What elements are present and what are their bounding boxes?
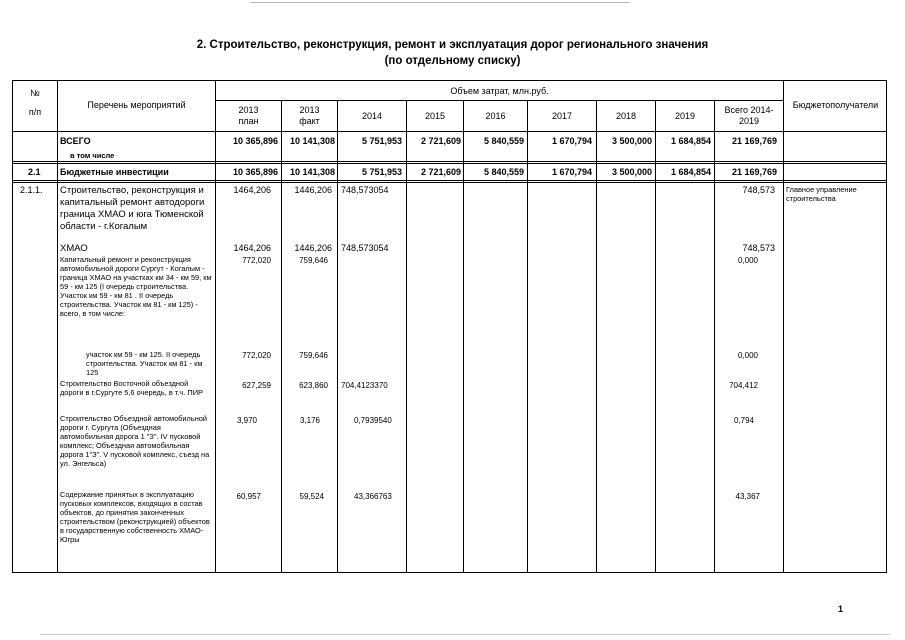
header-cost: Объем затрат, млн.руб. bbox=[450, 86, 549, 96]
subrow-2014: 704,4123370 bbox=[341, 381, 388, 390]
row-hmao-label: ХМАО bbox=[60, 243, 88, 254]
header-2018: 2018 bbox=[615, 111, 637, 121]
header-2016: 2016 bbox=[485, 111, 506, 121]
total-row-2013-fact: 10 141,308 bbox=[289, 136, 335, 146]
subrow-total: 0,794 bbox=[733, 416, 754, 425]
row-2-1-num: 2.1 bbox=[28, 167, 41, 177]
subrow-total: 0,000 bbox=[737, 351, 758, 360]
row-hmao-2014: 748,573054 bbox=[341, 243, 389, 253]
subrow-2014: 43,366763 bbox=[354, 492, 392, 501]
row-2-1-2013-plan: 10 365,896 bbox=[232, 167, 278, 177]
header-2019: 2019 bbox=[674, 111, 696, 121]
row-2-1-2017: 1 670,794 bbox=[551, 167, 592, 177]
header-total: Всего 2014- 2019 bbox=[724, 105, 774, 126]
total-row-2018: 3 500,000 bbox=[611, 136, 652, 146]
row-2-1-total: 21 169,769 bbox=[731, 167, 777, 177]
row-2-1-1-recipient: Главное управление строительства bbox=[786, 185, 857, 203]
subrow-2013-fact: 623,860 bbox=[299, 381, 328, 390]
total-row-2016: 5 840,559 bbox=[483, 136, 524, 146]
total-row-2013-plan: 10 365,896 bbox=[232, 136, 278, 146]
header-activities: Перечень мероприятий bbox=[87, 100, 186, 110]
subrow-label: Строительство Объездной автомобильной дороги г. Сургута (Объездная автомобильная дорога 1 "З". IV пусковой комплекс; Объездная автомобильная дорога 1"З". V пусковой комплекс, съезд на ул. Энгельса) bbox=[60, 414, 210, 468]
header-recipients: Бюджетополучатели bbox=[792, 100, 879, 110]
header-2014: 2014 bbox=[361, 111, 383, 121]
row-2-1-1-2013-plan: 1464,206 bbox=[233, 185, 271, 195]
total-row-2015: 2 721,609 bbox=[420, 136, 461, 146]
subrow-total: 0,000 bbox=[737, 256, 758, 265]
subrow-2013-plan: 772,020 bbox=[242, 256, 271, 265]
row-2-1-2018: 3 500,000 bbox=[611, 167, 652, 177]
subrow-2013-fact: 59,524 bbox=[299, 492, 324, 501]
row-hmao-total: 748,573 bbox=[742, 243, 775, 253]
subrow-2013-plan: 627,259 bbox=[242, 381, 271, 390]
total-row-sublabel: в том числе bbox=[70, 151, 115, 160]
row-2-1-2013-fact: 10 141,308 bbox=[289, 167, 335, 177]
subrow-total: 43,367 bbox=[735, 492, 760, 501]
subrow-label: Строительство Восточной объездной дороги в г.Сургуте 5,6 очередь, в т.ч. ПИР bbox=[60, 379, 203, 397]
row-2-1-1-2013-fact: 1446,206 bbox=[294, 185, 332, 195]
subrow-2013-plan: 772,020 bbox=[242, 351, 271, 360]
row-hmao-2013-fact: 1446,206 bbox=[294, 243, 332, 253]
row-hmao-2013-plan: 1464,206 bbox=[233, 243, 271, 253]
row-2-1-1-2014: 748,573054 bbox=[341, 185, 389, 195]
header-2013-plan: 2013 план bbox=[238, 105, 259, 126]
subrow-2013-plan: 3,970 bbox=[236, 416, 257, 425]
row-2-1-1-total: 748,573 bbox=[742, 185, 775, 195]
header-num: № п/п bbox=[28, 88, 42, 117]
total-row-total: 21 169,769 bbox=[731, 136, 777, 146]
total-row-2019: 1 684,854 bbox=[670, 136, 711, 146]
row-2-1-2019: 1 684,854 bbox=[670, 167, 711, 177]
page-number: 1 bbox=[838, 604, 844, 614]
document-title: 2. Строительство, реконструкция, ремонт и эксплуатация дорог регионального значения bbox=[196, 39, 709, 51]
document-subtitle: (по отдельному списку) bbox=[384, 55, 521, 67]
subrow-2014: 0,7939540 bbox=[354, 416, 392, 425]
row-2-1-1-label: Строительство, реконструкция и капитальный ремонт автодороги граница ХМАО и юга Тюменской области - г.Когалым bbox=[60, 185, 205, 232]
header-2015: 2015 bbox=[424, 111, 446, 121]
row-2-1-label: Бюджетные инвестиции bbox=[60, 167, 169, 177]
total-row-label: ВСЕГО bbox=[60, 136, 91, 146]
subrow-2013-fact: 759,646 bbox=[299, 351, 328, 360]
scan-edge-bottom bbox=[40, 634, 890, 635]
subrow-label: Содержание принятых в эксплуатацию пусковых комплексов, входящих в состав объектов, до принятия законченных строительством (реконструкцией) объектов в государственную собственность ХМАО-Югры bbox=[60, 490, 210, 544]
total-row-2017: 1 670,794 bbox=[551, 136, 592, 146]
subrow-total: 704,412 bbox=[729, 381, 758, 390]
header-2017: 2017 bbox=[551, 111, 573, 121]
header-2013-fact: 2013 факт bbox=[299, 105, 320, 126]
row-2-1-1-num: 2.1.1. bbox=[20, 185, 43, 195]
total-row-2014: 5 751,953 bbox=[361, 136, 402, 146]
subrow-2013-fact: 759,646 bbox=[299, 256, 328, 265]
subrow-label: участок км 59 - км 125. II очередь строительства. Участок км 81 - км 125 bbox=[86, 350, 203, 377]
row-2-1-2014: 5 751,953 bbox=[361, 167, 402, 177]
subrow-2013-fact: 3,176 bbox=[299, 416, 320, 425]
row-2-1-2015: 2 721,609 bbox=[420, 167, 461, 177]
row-2-1-2016: 5 840,559 bbox=[483, 167, 524, 177]
subrow-2013-plan: 60,957 bbox=[236, 492, 261, 501]
subrow-label: Капитальный ремонт и реконструкция автомобильной дороги Сургут - Когалым - граница ХМАО на участках км 34 - км 59, км 59 - км 125 (I очередь строительства. Участок км 59 - км 81 . II очередь строительства. Участок км 81 - км 125) - всего, в том числе: bbox=[60, 255, 212, 318]
